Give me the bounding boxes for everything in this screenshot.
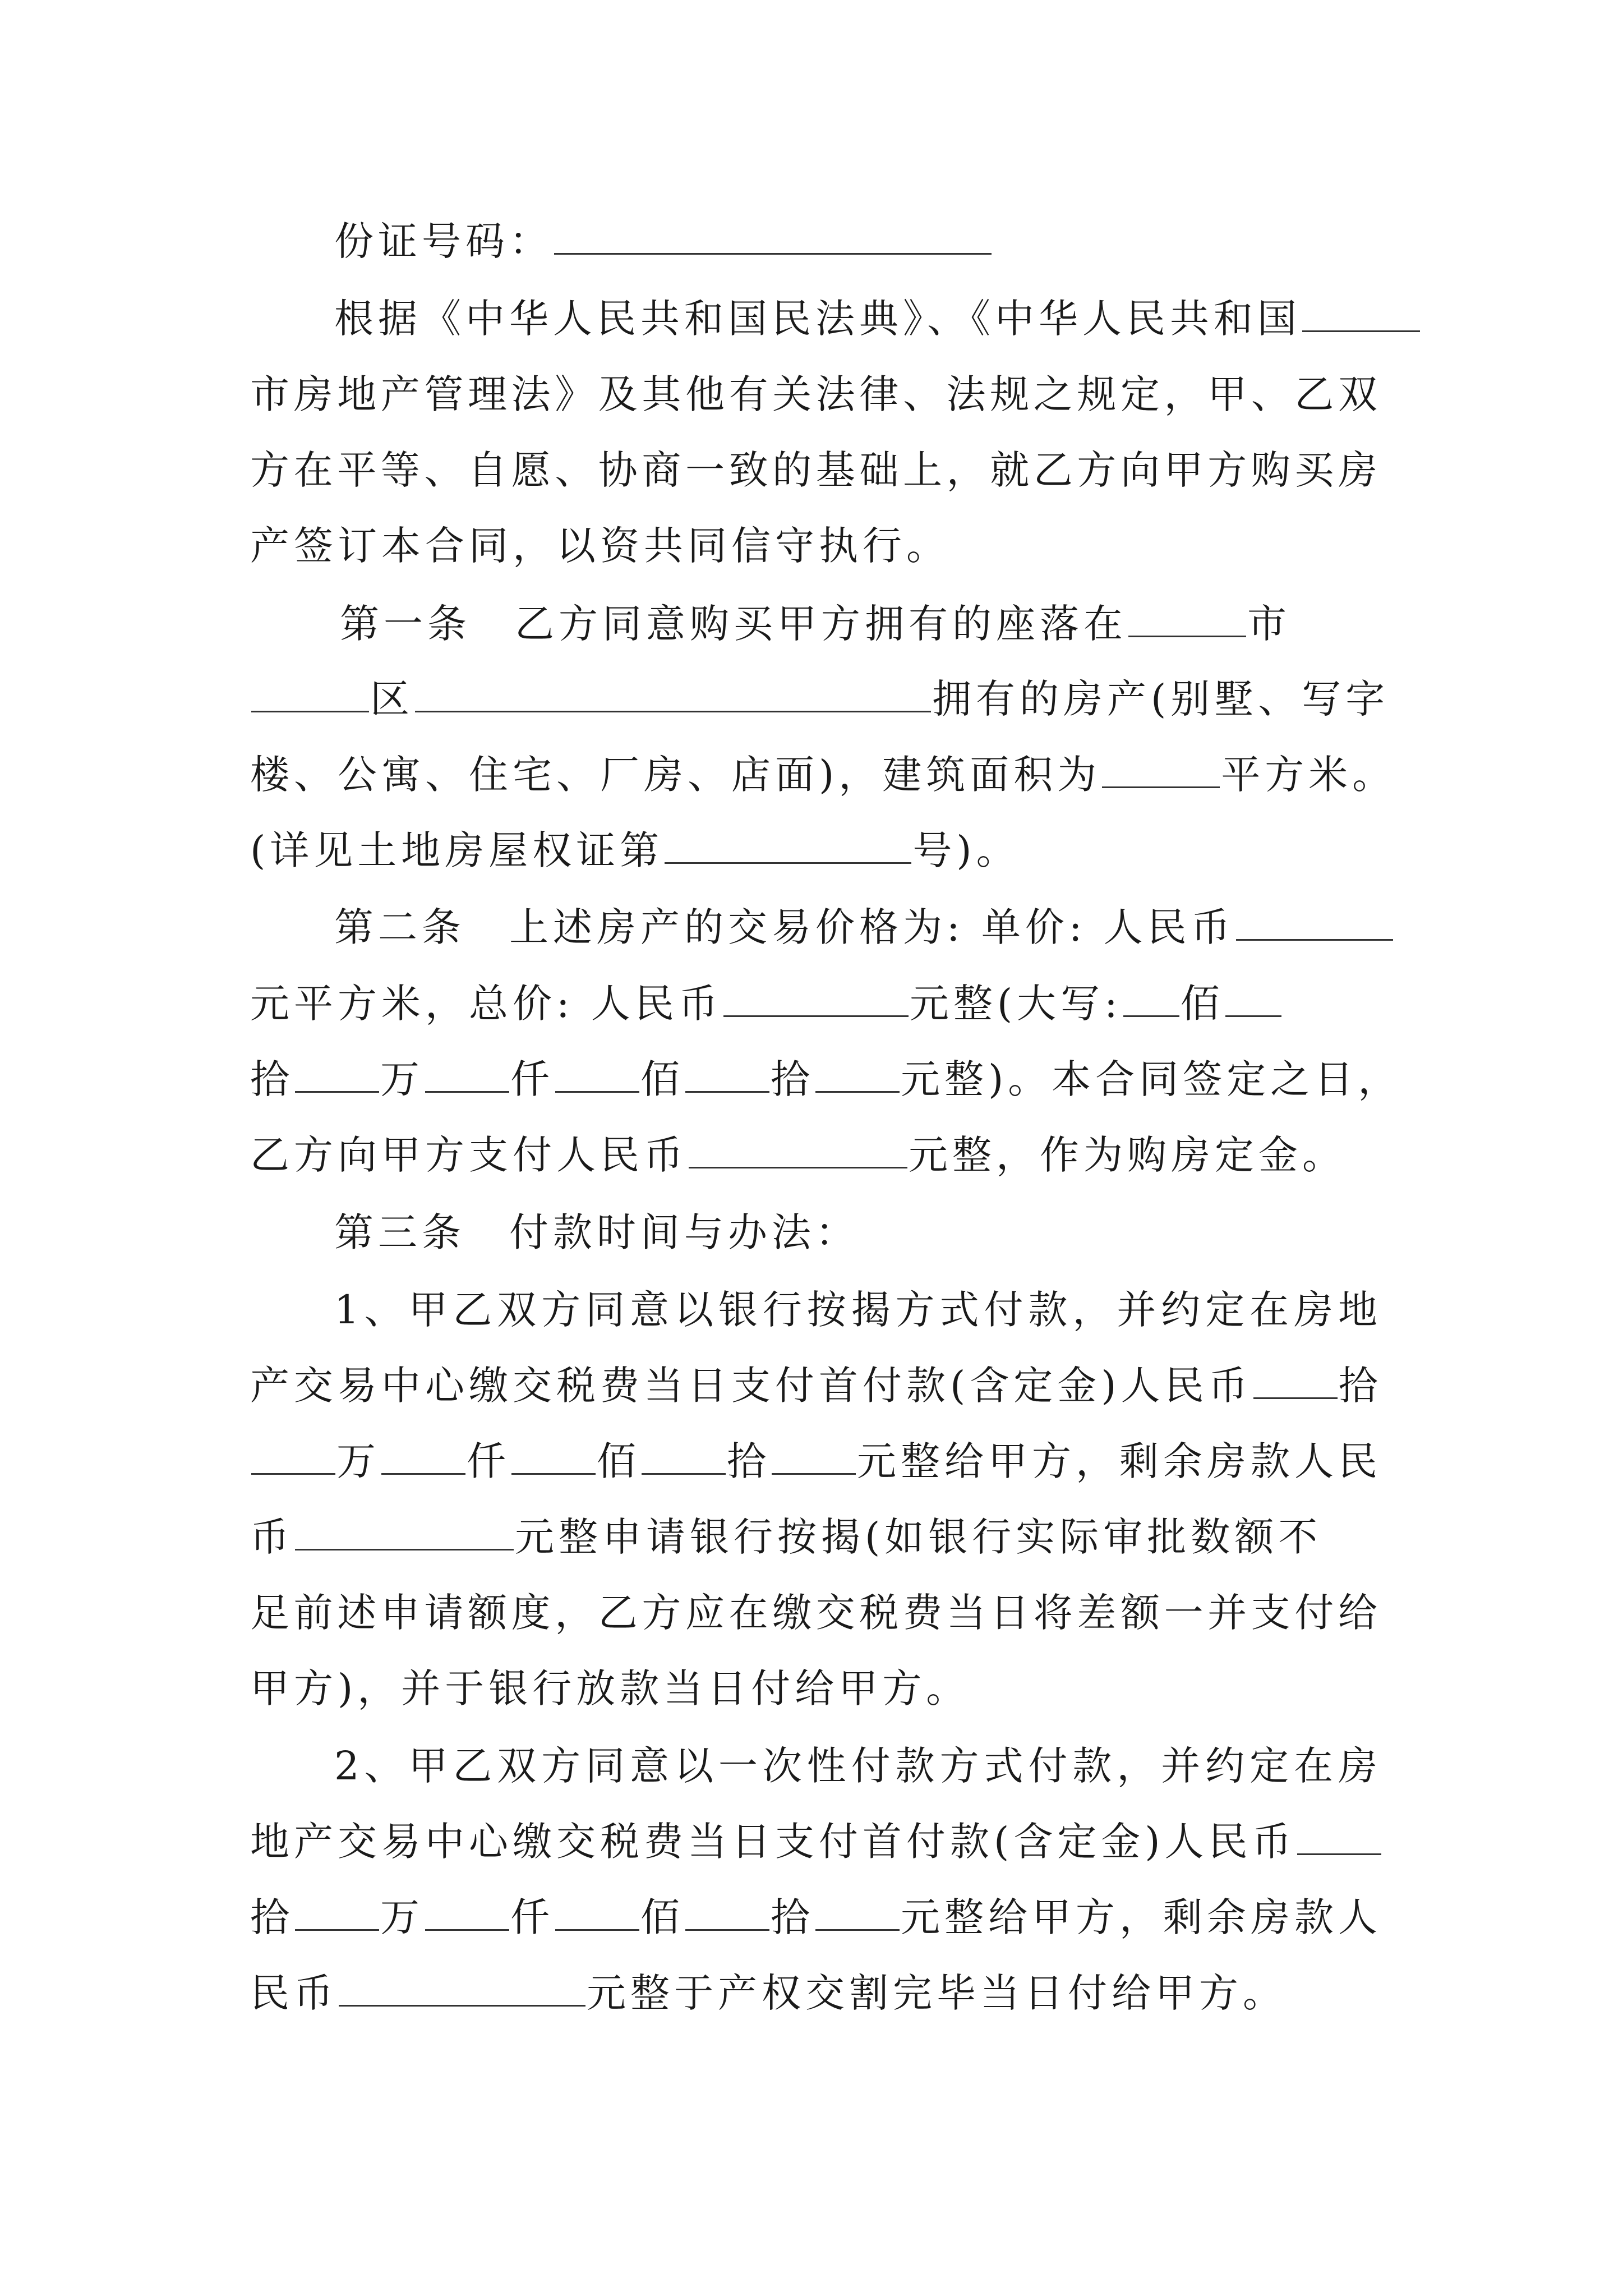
down-payment-qian-blank-2[interactable] [555, 1895, 639, 1931]
down-payment-yuan-blank-2[interactable] [815, 1895, 900, 1931]
total-price-blank[interactable] [723, 982, 909, 1017]
uppercase-wan-blank[interactable] [295, 1057, 379, 1093]
article-3-item-2-line-4 [250, 1966, 1377, 2020]
remaining-payment-text-1: 元整给甲方，剩余房款人民 [857, 1438, 1382, 1484]
article-2-line-2 [250, 977, 1377, 1030]
preamble-line-3: 方在平等、自愿、协商一致的基础上，就乙方向甲方购买房 [250, 447, 1377, 493]
article-3-item-1-line-4 [250, 1510, 1377, 1564]
qian-unit-1: 仟 [510, 1056, 554, 1102]
location-city-blank[interactable] [1128, 602, 1246, 637]
preamble-text-1: 根据《中华人民共和国民法典》、《中华人民共和国 [334, 296, 1301, 342]
deposit-text: 乙方向甲方支付人民币 [250, 1132, 688, 1178]
article-1-city-suffix: 市 [1247, 601, 1291, 647]
mortgage-text: 元整申请银行按揭(如银行实际审批数额不 [515, 1514, 1322, 1560]
uppercase-bai-blank[interactable] [555, 1057, 639, 1093]
shi-unit-4: 拾 [250, 1894, 294, 1940]
down-payment-bai-blank-1[interactable] [642, 1439, 726, 1475]
balance-amount-blank[interactable] [339, 1971, 585, 2007]
location-district-prefix-blank[interactable] [251, 677, 369, 712]
currency-label-1: 币 [250, 1514, 294, 1560]
article-2-line-1 [334, 900, 1377, 954]
certificate-text: (详见土地房屋权证第 [250, 827, 664, 873]
district-label: 区 [370, 676, 414, 722]
article-3-item-1-line-5: 足前述申请额度，乙方应在缴交税费当日将差额一并支付给 [250, 1590, 1377, 1636]
building-area-text: 楼、公寓、住宅、厂房、店面)，建筑面积为 [250, 752, 1101, 798]
qian-unit-3: 仟 [510, 1894, 554, 1940]
shi-unit-3: 拾 [727, 1438, 771, 1484]
down-payment-tens-blank-2[interactable] [295, 1895, 379, 1931]
down-payment-yuan-blank-1[interactable] [772, 1439, 856, 1475]
article-2-line-3 [250, 1052, 1402, 1106]
article-1-text-1: 第一条 乙方同意购买甲方拥有的座落在 [340, 601, 1127, 647]
transfer-text: 元整于产权交割完毕当日付给甲方。 [587, 1970, 1287, 2016]
article-2-line-4 [250, 1128, 1377, 1182]
uppercase-label: 元整(大写: [909, 981, 1122, 1027]
hundreds-unit-1: 佰 [1180, 981, 1224, 1027]
uppercase-shi-blank[interactable] [685, 1057, 769, 1093]
deposit-suffix: 元整，作为购房定金。 [909, 1132, 1346, 1178]
location-address-blank[interactable] [415, 677, 931, 712]
preamble-line-4: 产签订本合同，以资共同信守执行。 [250, 523, 950, 569]
article-3-item-1-line-3 [250, 1434, 1382, 1488]
article-3-item-1-line-1: 1、甲乙双方同意以银行按揭方式付款，并约定在房地 [334, 1287, 1377, 1333]
down-payment-hundreds-blank-2[interactable] [1297, 1820, 1381, 1855]
uppercase-yuan-blank[interactable] [815, 1057, 900, 1093]
bai-unit-3: 佰 [640, 1894, 684, 1940]
uppercase-qian-blank[interactable] [425, 1057, 509, 1093]
bai-unit-2: 佰 [597, 1438, 640, 1484]
down-payment-bai-blank-2[interactable] [685, 1895, 769, 1931]
deposit-amount-blank[interactable] [689, 1133, 907, 1168]
signing-day-text: 元整)。本合同签定之日， [901, 1056, 1402, 1102]
uppercase-million-tens-blank[interactable] [1225, 982, 1281, 1017]
total-price-text: 元平方米，总价: 人民币 [250, 981, 722, 1027]
down-payment-wan-blank-1[interactable] [381, 1439, 465, 1475]
city-blank[interactable] [1302, 297, 1420, 332]
property-type-text: 拥有的房产(别墅、写字 [932, 676, 1390, 722]
currency-label-2: 民币 [250, 1970, 338, 2016]
down-payment-qian-blank-1[interactable] [511, 1439, 596, 1475]
wan-unit-1: 万 [380, 1056, 424, 1102]
tens-unit-1: 拾 [250, 1056, 294, 1102]
unit-price-blank[interactable] [1236, 905, 1393, 941]
preamble-line-2: 市房地产管理法》及其他有关法律、法规之规定，甲、乙双 [250, 371, 1377, 417]
id-number-line [334, 214, 1377, 268]
article-1-line-3 [250, 748, 1396, 802]
article-1-line-2 [250, 672, 1390, 726]
remaining-payment-text-2: 元整给甲方，剩余房款人 [901, 1894, 1382, 1940]
article-3-item-1-line-2 [250, 1359, 1382, 1412]
id-number-label: 份证号码： [334, 218, 553, 264]
wan-unit-2: 万 [336, 1438, 380, 1484]
certificate-number-blank[interactable] [665, 829, 911, 864]
article-3-heading: 第三条 付款时间与办法： [334, 1209, 859, 1255]
shi-unit-1: 拾 [771, 1056, 814, 1102]
building-area-blank[interactable] [1102, 753, 1220, 788]
down-payment-hundreds-blank-1[interactable] [1253, 1364, 1338, 1399]
article-3-item-2-line-1: 2、甲乙双方同意以一次性付款方式付款，并约定在房 [334, 1743, 1377, 1789]
square-meter-label: 平方米。 [1221, 752, 1396, 798]
down-payment-text-1: 产交易中心缴交税费当日支付首付款(含定金)人民币 [250, 1363, 1252, 1409]
article-1-line-4 [250, 823, 1377, 877]
certificate-suffix: 号)。 [912, 827, 1020, 873]
down-payment-wan-blank-2[interactable] [425, 1895, 509, 1931]
article-3-item-1-line-6: 甲方)，并于银行放款当日付给甲方。 [250, 1665, 970, 1711]
article-3-item-2-line-3 [250, 1890, 1382, 1944]
qian-unit-2: 仟 [467, 1438, 510, 1484]
wan-unit-3: 万 [380, 1894, 424, 1940]
down-payment-tens-blank-1[interactable] [251, 1439, 335, 1475]
article-2-text-1: 第二条 上述房产的交易价格为: 单价: 人民币 [334, 904, 1235, 950]
preamble-line-1 [334, 292, 1377, 346]
mortgage-amount-blank[interactable] [295, 1515, 514, 1550]
uppercase-million-hundreds-blank[interactable] [1123, 982, 1179, 1017]
article-3-item-2-line-2 [250, 1815, 1377, 1869]
down-payment-text-2: 地产交易中心缴交税费当日支付首付款(含定金)人民币 [250, 1819, 1296, 1865]
bai-unit-1: 佰 [640, 1056, 684, 1102]
shi-unit-2: 拾 [1338, 1363, 1382, 1409]
id-number-blank[interactable] [554, 219, 992, 255]
article-1-line-1 [340, 597, 1383, 651]
shi-unit-5: 拾 [771, 1894, 814, 1940]
